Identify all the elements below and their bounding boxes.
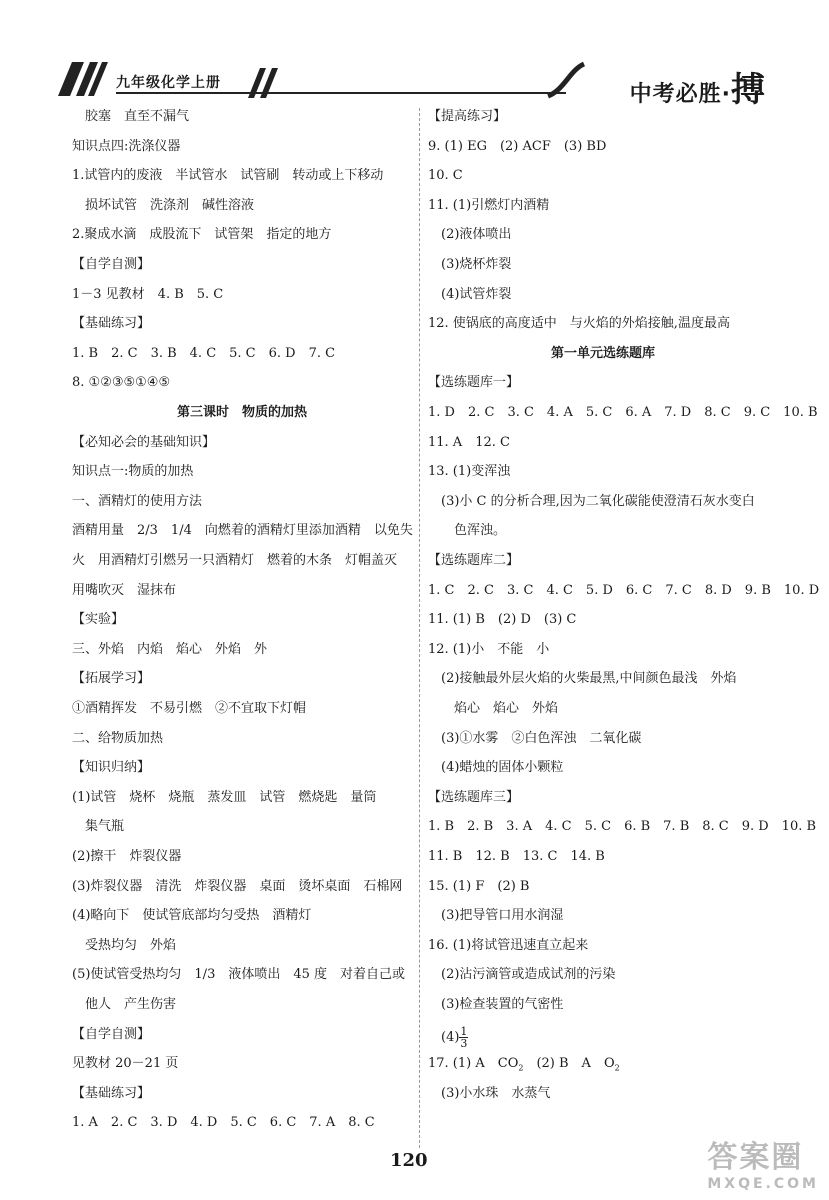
answer-line (428, 641, 549, 659)
answer-text: 受热均匀 外焰 (85, 937, 177, 953)
answer-line (428, 1055, 620, 1078)
answer-text: 12. (1)小 不能 小 (428, 641, 550, 657)
answer-line (428, 434, 510, 452)
answer-line (72, 907, 311, 925)
answer-text: 1. B 2. C 3. B 4. C 5. C 6. D 7. C (72, 345, 336, 361)
answer-text: (2)沾污滴管或造成试剂的污染 (441, 967, 616, 983)
answer-line (72, 966, 405, 984)
answer-text: 见教材 20－21 页 (72, 1056, 179, 1072)
answer-text: (2)液体喷出 (441, 227, 512, 243)
answer-text: (3)烧杯炸裂 (441, 257, 512, 272)
answer-text: (3)小 C 的分析合理,因为二氧化碳能使澄清石灰水变白 (441, 493, 755, 509)
answer-text: 11. A 12. C (428, 434, 510, 450)
answer-line (441, 730, 641, 748)
answer-line (428, 315, 730, 333)
answer-line (72, 522, 413, 540)
header-slash-decoration-icon (58, 62, 110, 96)
answer-line (441, 996, 563, 1014)
book-title: 九年级化学上册 (116, 75, 221, 91)
answer-line (454, 700, 558, 718)
answer-text: 11. (1)引燃灯内酒精 (428, 197, 550, 213)
answer-text: 1. A 2. C 3. D 4. D 5. C 6. C 7. A 8. C (72, 1115, 375, 1131)
answer-line (441, 493, 755, 511)
answer-text: (3)小水珠 水蒸气 (441, 1085, 551, 1101)
answer-line (441, 1085, 550, 1103)
brand-logo: 中考必胜·搏 (629, 70, 766, 110)
answer-text: 知识点一:物质的加热 (72, 464, 194, 480)
answer-line (441, 256, 511, 274)
answer-text: (4) (441, 1029, 460, 1045)
answer-text: (2) B A O (523, 1056, 615, 1072)
answer-line (428, 167, 463, 185)
answer-line (72, 138, 180, 156)
answer-text: 1. C 2. C 3. C 4. C 5. D 6. C 7. C 8. D 9. B 10. D (428, 582, 820, 598)
answer-text: 火 用酒精灯引燃另一只酒精灯 燃着的木条 灯帽盖灭 (72, 553, 398, 568)
answer-text: (2)接触最外层火焰的火柴最黑,中间颜色最浅 外焰 (441, 671, 737, 687)
answer-line (441, 286, 511, 304)
answer-line (72, 374, 170, 392)
answer-text: 知识点四:洗涤仪器 (72, 138, 181, 154)
answer-text: 13. (1)变浑浊 (428, 464, 511, 480)
answer-line (85, 108, 189, 126)
answer-text: 16. (1)将试管迅速直立起来 (428, 937, 589, 953)
answer-line (72, 582, 176, 600)
fraction (459, 1026, 468, 1049)
answer-line (72, 611, 124, 629)
answer-line (72, 1114, 375, 1132)
answer-line (72, 848, 181, 866)
answer-text: 焰心 焰心 外焰 (454, 701, 559, 716)
answer-line (72, 256, 150, 274)
answer-text: 15. (1) F (2) B (428, 878, 530, 894)
answer-line (428, 552, 519, 570)
answer-text: (4)略向下 使试管底部均匀受热 酒精灯 (72, 908, 312, 924)
answer-line (72, 759, 150, 777)
answer-line (428, 463, 510, 481)
answer-text: 11. B 12. B 13. C 14. B (428, 849, 605, 864)
answer-line (428, 197, 549, 215)
answer-text: (3)①水雾 ②白色浑浊 二氧化碳 (441, 730, 642, 746)
fraction-denominator: 3 (460, 1036, 468, 1050)
answer-text: 用嘴吹灭 湿抹布 (72, 582, 177, 598)
answer-text: 【基础练习】 (72, 1085, 151, 1101)
fraction-numerator: 1 (460, 1024, 468, 1038)
answer-line (72, 315, 150, 333)
answer-line (428, 789, 519, 807)
answer-line (72, 463, 193, 481)
answer-text: 2.聚成水滴 成股流下 试管架 指定的地方 (72, 227, 332, 243)
answer-line (72, 730, 163, 748)
answer-text: (3)检查装置的气密性 (441, 997, 564, 1012)
answer-text: 【自学自测】 (72, 257, 151, 272)
answer-line (428, 848, 605, 866)
answer-text: 8. ①②③⑤①④⑤ (72, 375, 171, 391)
answer-line (85, 197, 254, 215)
answer-line (72, 286, 223, 304)
answer-text: 【知识归纳】 (72, 760, 151, 776)
answer-line (72, 434, 215, 452)
answer-line (428, 374, 519, 392)
watermark-logo: 答案圈 MXQE.COM (707, 1140, 819, 1192)
answer-text: 集气瓶 (85, 819, 125, 835)
answer-text: 【实验】 (72, 612, 125, 628)
answer-text: 第一单元选练题库 (550, 345, 655, 361)
answer-text: (3)炸裂仪器 清洗 炸裂仪器 桌面 烫坏桌面 石棉网 (72, 878, 403, 894)
answer-line (72, 226, 331, 244)
answer-line (85, 818, 124, 836)
answer-line (72, 878, 402, 896)
answer-line (428, 108, 506, 126)
answer-text: (4)蜡烛的固体小颗粒 (441, 760, 564, 776)
answer-line (428, 404, 818, 422)
answer-text: 10. C (428, 168, 463, 184)
answer-text: (4)试管炸裂 (441, 286, 512, 302)
page-number: 120 (390, 1150, 428, 1171)
answer-text: 三、外焰 内焰 焰心 外焰 外 (72, 641, 268, 657)
answer-text: 【选练题库一】 (428, 375, 520, 391)
answer-line (441, 759, 563, 777)
answer-text: 【基础练习】 (72, 316, 151, 332)
answer-text: 一、酒精灯的使用方法 (72, 493, 203, 509)
answer-line (85, 937, 176, 955)
answer-text: (3)把导管口用水润湿 (441, 908, 564, 924)
answer-text: 酒精用量 2/3 1/4 向燃着的酒精灯里添加酒精 以免失 (72, 523, 413, 539)
answer-text: 17. (1) A CO (428, 1056, 519, 1072)
answer-line (72, 700, 306, 718)
answer-line (72, 404, 412, 422)
answer-line (428, 345, 778, 363)
answer-text: 1－3 见教材 4. B 5. C (72, 286, 224, 302)
answer-text: 胶塞 直至不漏气 (85, 109, 190, 124)
answer-text: 9. (1) EG (2) ACF (3) BD (428, 138, 607, 154)
answer-text: 色浑浊。 (454, 523, 507, 539)
answer-text: (5)使试管受热均匀 1/3 液体喷出 45 度 对着自己或 (72, 967, 406, 983)
answer-text: 【自学自测】 (72, 1026, 151, 1042)
answer-text: 【选练题库二】 (428, 553, 520, 568)
answer-line (72, 641, 267, 659)
answer-line (72, 493, 202, 511)
answer-line (72, 1026, 150, 1044)
answer-text: 1.试管内的废液 半试管水 试管刷 转动或上下移动 (72, 168, 384, 184)
answer-text: (1)试管 烧杯 烧瓶 蒸发皿 试管 燃烧匙 量筒 (72, 789, 377, 805)
answer-line (441, 670, 737, 688)
answer-line (428, 937, 588, 955)
answer-text: 【必知必会的基础知识】 (72, 434, 216, 450)
answer-line (441, 907, 563, 925)
page-header (58, 50, 766, 110)
answer-text: 1. D 2. C 3. C 4. A 5. C 6. A 7. D 8. C 9. C 10. B (428, 405, 818, 420)
answer-line (428, 611, 576, 629)
answer-line (428, 582, 819, 600)
header-rule (116, 92, 566, 94)
answer-text: 第三课时 物质的加热 (176, 405, 307, 420)
answer-line (72, 1085, 150, 1103)
answer-line (441, 226, 511, 244)
answer-line (428, 138, 606, 156)
answer-text: 11. (1) B (2) D (3) C (428, 612, 577, 628)
answer-text: 二、给物质加热 (72, 730, 164, 746)
answer-line (441, 966, 615, 984)
answer-line (72, 1055, 178, 1073)
answer-line (72, 167, 383, 185)
subscript: 2 (518, 1063, 524, 1073)
column-divider (419, 108, 420, 1148)
answer-text: (2)擦干 炸裂仪器 (72, 849, 182, 864)
answer-line (441, 1026, 468, 1049)
answer-line (454, 522, 506, 540)
answer-text: 12. 使锅底的高度适中 与火焰的外焰接触,温度最高 (428, 316, 730, 332)
answer-text: 【拓展学习】 (72, 671, 151, 687)
answer-line (72, 345, 335, 363)
answer-text: 1. B 2. B 3. A 4. C 5. C 6. B 7. B 8. C 9. D 10. B (428, 819, 817, 835)
answer-line (85, 996, 176, 1014)
answer-text: 【提高练习】 (428, 109, 507, 124)
answer-line (428, 878, 529, 896)
subscript: 2 (614, 1063, 620, 1073)
answer-text: 【选练题库三】 (428, 789, 520, 805)
header-swoosh-icon (546, 60, 586, 100)
answer-text: ①酒精挥发 不易引燃 ②不宜取下灯帽 (72, 701, 307, 716)
answer-line (428, 818, 816, 836)
answer-text: 他人 产生伤害 (85, 997, 177, 1012)
answer-line (72, 789, 376, 807)
answer-line (72, 670, 150, 688)
answer-line (72, 552, 397, 570)
answer-text: 损坏试管 洗涤剂 碱性溶液 (85, 197, 255, 213)
